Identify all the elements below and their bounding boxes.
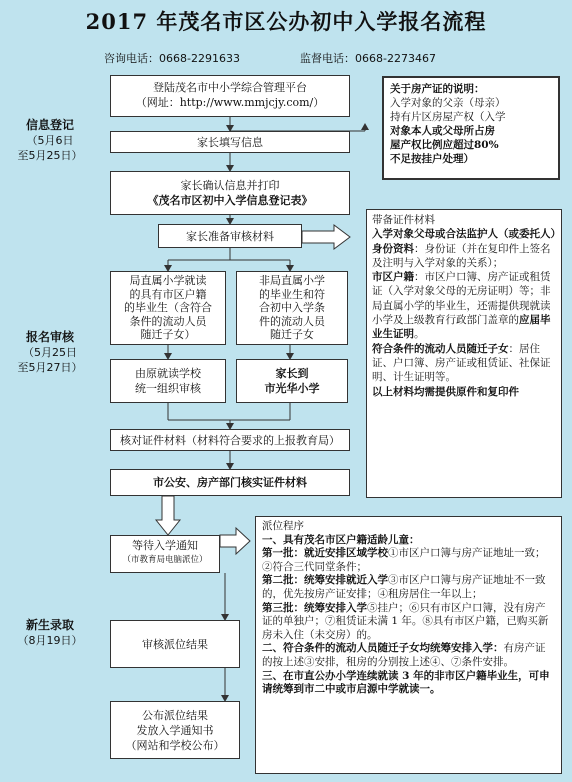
fill-info-box [110, 131, 350, 153]
documents-note [366, 209, 562, 498]
nondirect-school-line: 的毕业生和符 [259, 287, 325, 301]
school-review-line: 由原就读学校 [135, 367, 201, 380]
wait-notice-text: 等待入学通知 [132, 539, 198, 552]
nondirect-school-line: 合初中入学条 [259, 301, 325, 314]
assignment-note-bold: 第一批：就近安排区域学校 [262, 547, 388, 560]
assignment-note-text: ⑤挂户；⑥只有市区户口簿，没有房产证的单独户；⑦租赁证未满 1 年。⑧具有市区户籍，已购买新房未入住（未交房）的。 [262, 601, 549, 641]
assignment-note-bold: 第三批：统筹安排入学 [262, 601, 367, 614]
assignment-note-title: 派位程序 [262, 520, 304, 532]
publish-result-line: 发放入学通知书 [136, 724, 214, 737]
print-form-title: 《茂名市区初中入学信息登记表》 [147, 194, 313, 207]
prepare-materials-text: 家长准备审核材料 [186, 230, 274, 243]
wait-notice-box [110, 535, 220, 573]
verify-materials-box [110, 429, 350, 451]
documents-note-bold: 符合条件的流动人员随迁子女 [372, 342, 509, 355]
direct-school-line: 的具有市区户籍 [129, 287, 207, 301]
assignment-note-heading: 一、具有茂名市区户籍适龄儿童： [262, 533, 420, 546]
verify-materials-text: 核对证件材料（材料符合要求的上报教育局） [120, 434, 340, 447]
police-verify-text: 市公安、房产部门核实证件材料 [153, 476, 307, 489]
nondirect-school-line: 随迁子女 [270, 328, 314, 341]
parent-review-box [236, 359, 348, 403]
consult-phone: 咨询电话：0668-2291633 [104, 52, 240, 65]
assignment-note [255, 516, 562, 774]
publish-result-line: （网站和学校公布） [125, 739, 225, 752]
page-title: 2017 年茂名市区公办初中入学报名流程 [85, 9, 487, 34]
police-verify-box [110, 469, 350, 496]
print-form-text: 家长确认信息并打印 [180, 179, 280, 192]
section-register-title: 信息登记 [25, 118, 74, 132]
direct-school-line: 随迁子女） [140, 328, 196, 341]
documents-note-title: 带备证件材料 [372, 214, 435, 226]
direct-school-line: 局直属小学就读 [129, 274, 207, 287]
publish-result-line: 公布派位结果 [142, 709, 208, 722]
assignment-note-text: ③市区户口簿与房产证地址不一致的，优先按房产证安排；④租房居住一年以上； [262, 574, 546, 600]
section-review-title: 报名审核 [25, 330, 74, 344]
fill-info-text: 家长填写信息 [197, 136, 263, 149]
nondirect-school-line: 非局直属小学 [259, 274, 325, 287]
assignment-note-heading: 三、在市直公办小学连续就读 3 年的非市区户籍毕业生，可申请统筹到市二中或市启源中学就读一。 [262, 669, 550, 696]
assignment-note-text: ①市区户口簿与房产证地址一致；②符合三代同堂条件； [262, 547, 546, 573]
property-note-line: 持有片区房屋产权（入学 [390, 111, 506, 123]
direct-school-line: 的毕业生（含符合 [124, 301, 212, 314]
nondirect-school-box [236, 271, 348, 345]
login-platform-url: （网址：http://www.mmjcjy.com/） [135, 96, 325, 109]
section-admission-title: 新生录取 [25, 618, 74, 632]
prepare-materials-box [158, 224, 302, 248]
school-review-line: 统一组织审核 [135, 382, 201, 395]
parent-review-line: 家长到 [275, 367, 309, 380]
documents-note-text: ：市区户口簿、房产证或租赁证（入学对象父母的无房证明）等；非局直属小学的毕业生，还需提供现就读小学及上级教育行政部门盖章的 [372, 271, 551, 327]
parent-review-school: 市光华小学 [264, 382, 320, 395]
assignment-note-text: 有房产证的按上述③安排，租房的分别按上述④、⑦条件安排。 [262, 642, 546, 668]
wait-notice-sub: （市教育局电脑派位） [122, 555, 208, 565]
documents-note-bold: 市区户籍 [372, 271, 414, 284]
property-note [382, 76, 560, 180]
documents-note-text: 。 [414, 328, 425, 341]
section-admission-date: （8月19日） [17, 634, 83, 647]
property-note-line: 屋产权比例应超过80% [390, 139, 499, 151]
section-register-date-end: 至5月25日） [17, 149, 83, 162]
print-form-box [110, 171, 350, 215]
direct-school-line: 条件的流动人员 [129, 314, 207, 328]
assignment-note-heading: 二、符合条件的流动人员随迁子女均统筹安排入学： [262, 642, 504, 655]
login-platform-text: 登陆茂名市中小学综合管理平台 [153, 81, 307, 94]
section-register-date-start: （5月6日 [26, 134, 74, 147]
nondirect-school-line: 件的流动人员 [259, 314, 325, 328]
documents-note-text: ：身份证（并在复印件上签名及注明与入学对象的关系）； [372, 242, 551, 269]
property-note-line: 不足按挂户处理） [390, 153, 474, 165]
school-review-box [110, 359, 226, 403]
section-review-date-start: （5月25日 [23, 346, 77, 359]
documents-note-bold: 以上材料均需提供原件和复印件 [372, 385, 519, 398]
login-platform-box [110, 75, 350, 117]
supervise-phone: 监督电话：0668-2273467 [300, 52, 436, 65]
documents-note-bold: 应届毕业生证明 [372, 314, 551, 341]
property-note-line: 对象本人或父母所占房 [390, 125, 495, 137]
review-result-box [110, 620, 240, 668]
section-review-date-end: 至5月27日） [17, 361, 83, 374]
documents-note-text: ：居住证、户口簿、房产证或租赁证、社保证明、计生证明等。 [372, 342, 551, 384]
publish-result-box [110, 701, 240, 759]
assignment-note-bold: 第二批：统筹安排就近入学 [262, 574, 388, 587]
direct-school-box [110, 271, 226, 345]
property-note-title: 关于房产证的说明： [390, 83, 485, 95]
documents-note-bold: 入学对象父母或合法监护人（或委托人）身份资料 [372, 228, 556, 255]
review-result-text: 审核派位结果 [142, 638, 208, 651]
property-note-line: 入学对象的父亲（母亲） [390, 97, 506, 109]
